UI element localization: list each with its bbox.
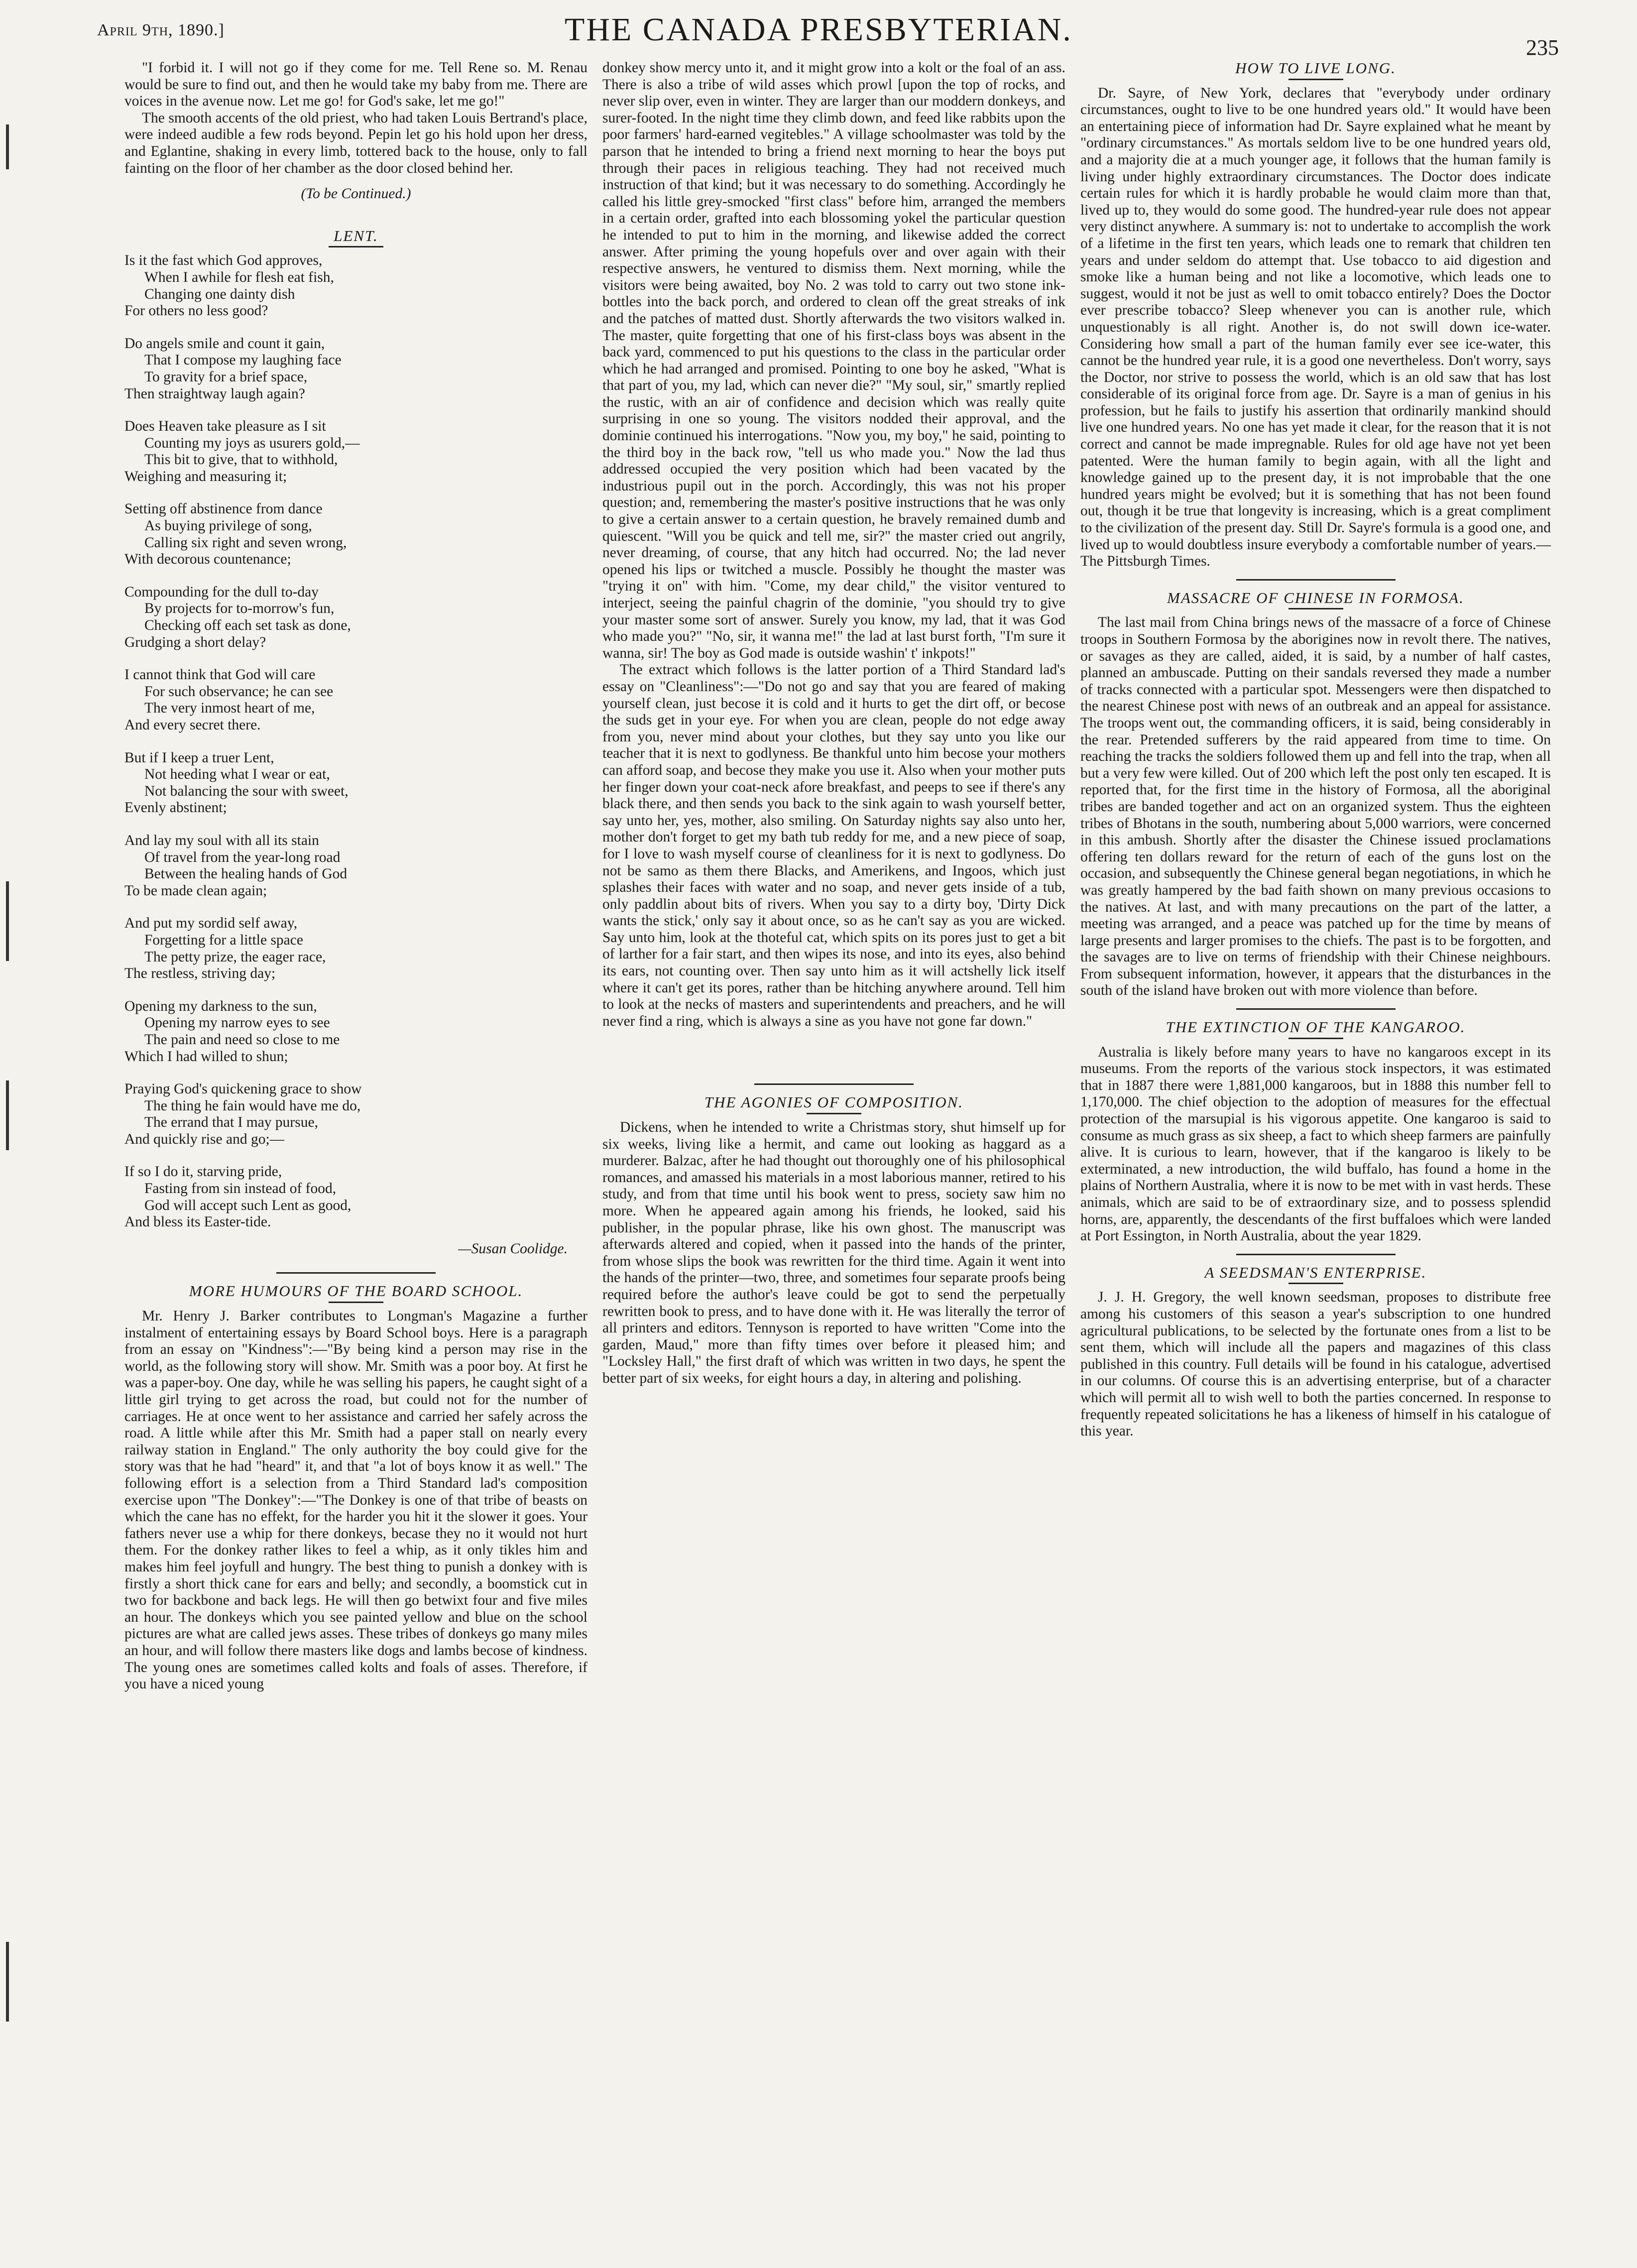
- poem-title-lent: LENT.: [334, 227, 378, 244]
- poem-line: Evenly abstinent;: [124, 800, 227, 816]
- poem-line: Setting off abstinence from dance: [124, 501, 323, 517]
- poem-line: Fasting from sin instead of food,: [144, 1181, 337, 1197]
- poem-line: If so I do it, starving pride,: [124, 1164, 282, 1180]
- binding-mark: [6, 1942, 9, 2022]
- poem-lent: [124, 252, 587, 1231]
- column-1: [124, 60, 587, 1693]
- poem-author: —Susan Coolidge.: [458, 1240, 568, 1257]
- poem-line: Checking off each set task as done,: [144, 617, 351, 634]
- poem-line: Not balancing the sour with sweet,: [144, 783, 349, 799]
- article-paragraph: J. J. H. Gregory, the well known seedsman, proposes to distribute free among his customers of this season a year's subscription to one hundred agricultural publications, to be selected by the fortunate ones from a list to be sent them, which will include all the papers and magazines of this class published in this country. Full details will be found in his catalogue, advertised in our columns. Of course this is an advertising enterprise, but of a character which will permit all to wish well to both the parties concerned. In response to frequently repeated solicitations he has a likeness of himself in his catalogue of this year.: [1080, 1289, 1551, 1439]
- poem-stanza: [124, 750, 587, 817]
- poem-stanza: [124, 833, 587, 899]
- title-rule: [1288, 608, 1343, 609]
- poem-line: But if I keep a truer Lent,: [124, 749, 274, 766]
- article-title-live-long: HOW TO LIVE LONG.: [1235, 59, 1396, 77]
- article-paragraph: Mr. Henry J. Barker contributes to Longman's Magazine a further instalment of entertaining essays by Board School boys. Here is a paragraph from an essay on "Kindness":—"By being kind a person may rise in the world, as the following story will show. Mr. Smith was a poor boy. At first he was a paper-boy. One day, while he was selling his papers, he caught sight of a little girl trying to get across the road, but could not for the number of carriages. He at once went to her assistance and carried her safely across the road. A little while after this Mr. Smith had a paper stall on nearly every railway station in England." The only authority the boy could give for the story was that he had "heard" it, and that "a lot of boys know it as well." The following effort is a selection from a Third Standard lad's composition exercise upon "The Donkey":—"The Donkey is one of that tribe of beasts on which the cane has no effekt, for the harder you hit it the slower it goes. Your fathers never use a whip for there donkeys, becase they no it would not hurt them. For the donkey rather likes to feel a whip, as it only tikles him and makes him feel joyfull and hungry. The best thing to punish a donkey with is firstly a short thick cane for ears and belly; and secondly, a boomstick cut in two for backbone and back legs. He will then go betwixt four and five miles an hour. The donkeys which you see painted yellow and blue on the school pictures are what are called jews asses. These tribes of donkeys go many miles an hour, and will follow there masters like dogs and lambs becose of kindness. The young ones are sometimes called kolts and foals of asses. Therefore, if you have a niced young: [124, 1308, 587, 1692]
- poem-line: And quickly rise and go;—: [124, 1131, 285, 1147]
- poem-line: The restless, striving day;: [124, 965, 276, 982]
- poem-stanza: [124, 998, 587, 1065]
- poem-stanza: [124, 1164, 587, 1230]
- poem-line: Opening my darkness to the sun,: [124, 998, 317, 1014]
- poem-line: And put my sordid self away,: [124, 915, 298, 932]
- poem-line: Then straightway laugh again?: [124, 385, 305, 402]
- poem-line: Counting my joys as usurers gold,—: [144, 435, 360, 451]
- poem-line: I cannot think that God will care: [124, 667, 316, 683]
- poem-line: This bit to give, that to withhold,: [144, 452, 338, 468]
- title-rule: [329, 246, 383, 247]
- poem-line: Calling six right and seven wrong,: [144, 534, 347, 551]
- article-paragraph: Dickens, when he intended to write a Christmas story, shut himself up for six weeks, living like a hermit, and came out looking as haggard as a murderer. Balzac, after he had thought out thoroughly one of his philosophical romances, and amassed his materials in a most laborious manner, retired to his study, and from that time until his book went to press, society saw him no more. When he appeared again among his friends, he looked, said his publisher, in the popular phrase, like his own ghost. The manuscript was afterwards altered and copied, when it passed into the hands of the printer, from whose slips the book was rewritten for the third time. Again it went into the hands of the printer—two, three, and sometimes four separate proofs being required before the author's leave could be got to send the perpetually rewritten book to press, and to have done with it. He was literally the terror of all printers and editors. Tennyson is reported to have written "Come into the garden, Maud," more than fifty times over before it pleased him; and "Locksley Hall," the first draft of which was written in two days, he spent the better part of six weeks, for eight hours a day, in altering and polishing.: [602, 1119, 1065, 1386]
- poem-line: The very inmost heart of me,: [144, 700, 315, 716]
- poem-stanza: [124, 584, 587, 651]
- issue-date: April 9th, 1890.]: [97, 21, 225, 39]
- poem-line: The pain and need so close to me: [144, 1031, 340, 1048]
- poem-line: The petty prize, the eager race,: [144, 949, 326, 965]
- binding-mark: [6, 124, 9, 169]
- poem-line: Grudging a short delay?: [124, 634, 266, 650]
- poem-line: By projects for to-morrow's fun,: [144, 600, 335, 617]
- serial-paragraph: "I forbid it. I will not go if they come for me. Tell Rene so. M. Renau would be sure to find out, and then he would take my baby from me. There are voices in the avenue now. Let me go! for God's sake, let me go!": [124, 60, 587, 110]
- poem-line: Praying God's quickening grace to show: [124, 1081, 362, 1097]
- poem-line: Forgetting for a little space: [144, 932, 303, 948]
- poem-line: Does Heaven take pleasure as I sit: [124, 418, 326, 435]
- article-title-seedsman: A SEEDSMAN'S ENTERPRISE.: [1204, 1263, 1427, 1281]
- article-paragraph: Dr. Sayre, of New York, declares that "everybody under ordinary circumstances, ought to live to be one hundred years old." It would have been an entertaining piece of information had Dr. Sayre explained what he meant by "ordinary circumstances." As mortals seldom live to be one hundred years old, and a majority die at a much younger age, it follows that the human family is living under highly extraordinary circumstances. The Doctor does indicate certain rules for which it is hardly probable he would claim more than that, lived up to, they would do some good. The hundred-year rule does not appear very distinct anywhere. A summary is: not to undertake to accomplish the work of a lifetime in the first ten years, which leads one to remark that children ten years and under seldom do attempt that. Use tobacco to aid digestion and smoke like a human being and not like a locomotive, which leads one to suggest, would it not be just as well to omit tobacco entirely? Does the Doctor ever prescribe tobacco? Sleep whenever you can is another rule, which unquestionably is all right. Another is, do not swill down ice-water. Considering how small a part of the human family ever see ice-water, this cannot be the hundred year rule, it is a good one nevertheless. Don't worry, says the Doctor, nor strive to possess the world, which is an old saw that has lost considerable of its original force from age. Dr. Sayre is a man of genius in his profession, but he fails to justify his assertion that ordinarily mankind should live one hundred years. No one has yet made it clear, for the reason that it is not correct and cannot be made impregnable. Rules for old age have not yet been patented. Were the human family to begin again, with all the light and knowledge gained up to the present day, it is not improbable that the one hundred years might be evolved; but it is something that has not been found out, though it be true that longevity is increasing, which is a great compliment to the civilization of the present day. Still Dr. Sayre's formula is a good one, and lived up to would doubtless insure everybody a comfortable number of years.—The Pittsburgh Times.: [1080, 85, 1551, 570]
- poem-line: When I awhile for flesh eat fish,: [144, 269, 334, 285]
- poem-line: Not heeding what I wear or eat,: [144, 766, 330, 783]
- poem-line: Which I had willed to shun;: [124, 1048, 288, 1065]
- newspaper-title: THE CANADA PRESBYTERIAN.: [565, 11, 1072, 48]
- poem-line: To gravity for a brief space,: [144, 368, 308, 385]
- article-paragraph: donkey show mercy unto it, and it might grow into a kolt or the foal of an ass. There is also a tribe of wild asses which prowl [upon the top of rocks, and never slip over, even in winter. They are larger than our moddern donkeys, and surer-footed. In the night time they climb down, and feed like rabbits upon the poor farmers' hard-earned vegitebles." A village schoolmaster was told by the parson that he intended to bring a friend next morning to hear the boys put through their paces in religious teaching. They had not received much instruction of that kind; but it was necessary to do something. Accordingly he called his little grey-smocked "first class" before him, arranged the members in a certain order, grafted into each blossoming yokel the particular question he intended to put to him in the morning, and likewise added the correct answer. After priming the young hopefuls over and over again with their respective answers, he ventured to dismiss them. Next morning, while the visitors were being awaited, boy No. 2 was told to carry out two stone ink-bottles into the back porch, and ordered to clean off the great streaks of ink and the patches of matted dust. Shortly afterwards the two visitors walked in. The master, quite forgetting that one of his first-class boys was absent in the back yard, commenced to put his questions to the class in the particular order which he had arranged and promised. Pointing to one boy he asked, "What is that part of you, my lad, which can never die?" "My soul, sir," smartly replied the rustic, with an air of confidence and decision which was really quite surprising in one so young. The visitors nodded their approval, and the dominie continued his interrogations. "Now you, my boy," he said, pointing to the third boy in the back row, "tell us who made you." Now the lad thus addressed occupied the very position which had been vacated by the industrious pupil out in the porch. Accordingly, this was not his proper question; and, remembering the master's positive instructions that he was only to give a certain answer to a certain question, he bravely remained dumb and quiescent. "Will you be quick and tell me, sir?" the master cried out angrily, never dreaming, of course, that any hitch had occurred. No; the lad never opened his lips or twitched a muscle. Possibly he thought the master was "trying it on" with him. "Come, my dear child," the visitor ventured to interject, seeing the painful chagrin of the dominie, "you should try to give your master some sort of answer. Surely you know, my lad, that it was God who made you?" "No, sir, it wanna me!" the lad at last burst forth, "I'm sure it wanna, sir! The boy as God made is outside washin' t' inkpots!": [602, 60, 1065, 661]
- to-be-continued-note: (To be Continued.): [301, 186, 411, 202]
- poem-line: Between the healing hands of God: [144, 866, 348, 882]
- serial-paragraph: The smooth accents of the old priest, who had taken Louis Bertrand's place, were indeed audible a few rods beyond. Pepin let go his hold upon her dress, and Eglantine, shaking in every limb, tottered back to the house, only to fall fainting on the floor of her chamber as the door closed behind her.: [124, 110, 587, 176]
- poem-line: Changing one dainty dish: [144, 286, 295, 302]
- article-title-agonies: THE AGONIES OF COMPOSITION.: [704, 1093, 964, 1111]
- poem-line: Opening my narrow eyes to see: [144, 1015, 330, 1031]
- article-paragraph: The extract which follows is the latter portion of a Third Standard lad's essay on "Cleanliness":—"Do not go and say that you are feared of making yourself clean, just becose it is cold and it hurts to get the dirt off, or becose the suds get in your eye. For when you are clean, people do not edge away from you, never mind about your clothes, but they say unto you like our teacher that it is next to godlyness. Be thankful unto him becose your mothers can afford soap, and becose they make you use it. Also when your mother puts her finger down your coat-neck afore breakfast, and peeps to see if there's any black there, and then sends you back to the sink again to wash yourself better, say unto her, yes, mother, also smiling. On Saturday nights say also unto her, mother don't forget to get my bath tub reddy for me, and a new piece of soap, for I love to wash myself course of cleanliness for it is next to godlyness. Do not be samo as them there Blacks, and Amerikens, and Ingoos, which just splashes their faces with water and no soap, and never gets inside of a tub, only paddlin about bits of rivers. When you say to a dirty boy, 'Dirty Dick wants the stick,' only say it about once, so as he can't say as you are wicked. Say unto him, look at the thoteful cat, which spits on its pores just to get a bit of larther for a fair start, and then wipes its nose, and into its eyes, also behind its ears, not counting over. Then say unto him as it will actshelly lick itself where it can't get its pores, rather than be hitching anywhere around. Tell him to look at the necks of masters and superintendents and preachers, and he will never find a ring, which is always a sine as you have not gone far down.": [602, 662, 1065, 1029]
- poem-stanza: [124, 667, 587, 733]
- poem-line: Is it the fast which God approves,: [124, 252, 323, 269]
- article-title-massacre: MASSACRE OF CHINESE IN FORMOSA.: [1167, 589, 1464, 606]
- poem-line: And lay my soul with all its stain: [124, 832, 319, 848]
- poem-line: As buying privilege of song,: [144, 518, 312, 534]
- poem-line: The thing he fain would have me do,: [144, 1097, 361, 1114]
- section-divider: [754, 1083, 914, 1085]
- poem-line: Compounding for the dull to-day: [124, 584, 319, 600]
- masthead: [0, 0, 1637, 65]
- binding-mark: [6, 1080, 9, 1150]
- poem-line: The errand that I may pursue,: [144, 1114, 318, 1131]
- title-rule: [1288, 79, 1343, 80]
- column-3: [1080, 60, 1551, 1440]
- margin-binding-marks: [0, 0, 30, 2268]
- poem-line: And every secret there.: [124, 717, 261, 733]
- title-rule: [329, 1302, 383, 1303]
- poem-line: To be made clean again;: [124, 882, 267, 899]
- section-divider: [1236, 579, 1396, 581]
- poem-stanza: [124, 252, 587, 319]
- serial-story-excerpt: [124, 60, 587, 177]
- article-title-kangaroo: THE EXTINCTION OF THE KANGAROO.: [1166, 1018, 1466, 1036]
- column-2: [602, 60, 1065, 1387]
- title-rule: [1288, 1038, 1343, 1039]
- title-rule: [807, 1113, 861, 1114]
- binding-mark: [6, 881, 9, 961]
- poem-line: Of travel from the year-long road: [144, 849, 341, 865]
- title-rule: [1288, 1283, 1343, 1284]
- poem-line: For others no less good?: [124, 303, 268, 319]
- poem-line: For such observance; he can see: [144, 683, 334, 700]
- poem-stanza: [124, 915, 587, 982]
- poem-line: And bless its Easter-tide.: [124, 1214, 271, 1230]
- poem-line: With decorous countenance;: [124, 551, 291, 568]
- article-paragraph: Australia is likely before many years to have no kangaroos except in its museums. From the reports of the various stock inspectors, it was estimated that in 1887 there were 1,881,000 kangaroos, but in 1888 this number fell to 1,170,000. The chief objection to the adoption of measures for the effectual protection of the marsupial is his vigorous appetite. One kangaroo is said to consume as much grass as six sheep, a fact to which sheep farmers are painfully alive. It is curious to learn, however, that if the kangaroo is likely to be exterminated, a new introduction, the wild buffalo, has found a home in the plains of Northern Australia, where it is now to be met with in vast herds. These animals, which are said to be of extraordinary size, and to possess splendid horns, are, apparently, the descendants of the first buffaloes which were landed at Port Essington, in North Australia, about the year 1829.: [1080, 1044, 1551, 1244]
- poem-stanza: [124, 501, 587, 568]
- poem-stanza: [124, 1081, 587, 1148]
- poem-stanza: [124, 336, 587, 402]
- poem-line: That I compose my laughing face: [144, 352, 342, 368]
- section-divider: [1236, 1254, 1396, 1255]
- page-number: 235: [1526, 35, 1559, 60]
- poem-line: God will accept such Lent as good,: [144, 1197, 351, 1213]
- section-divider: [1236, 1008, 1396, 1010]
- poem-stanza: [124, 418, 587, 485]
- poem-line: Do angels smile and count it gain,: [124, 335, 325, 352]
- section-divider: [276, 1272, 436, 1274]
- article-title-board-school: MORE HUMOURS OF THE BOARD SCHOOL.: [189, 1282, 523, 1300]
- article-paragraph: The last mail from China brings news of the massacre of a force of Chinese troops in Southern Formosa by the aborigines now in revolt there. The natives, or savages as they are called, aided, it is said, by a number of half castes, planned an ambuscade. Putting on their sandals reversed they made a number of tracks connected with a particular spot. Messengers were then dispatched to the nearest Chinese post with news of an outbreak and an appeal for assistance. The troops went out, the commanding officers, it is said, being considerably in the rear. Pretended sufferers by the raid appeared from time to time. On reaching the tracks the soldiers followed them up and fell into the trap, when all but a very few were killed. Out of 200 which left the post only ten escaped. It is reported that, for the first time in the history of Formosa, all the aboriginal tribes are banded together and act on an organized system. Thus the eighteen tribes of Bhotans in the south, numbering about 5,000 warriors, were concerned in this ambush. Shortly after the disaster the Chinese issued proclamations offering ten dollars reward for the return of each of the guns lost on the occasion, and subsequently the Chinese general began negotiations, in which he was greatly hampered by the bad faith shown on many previous occasions to the natives. At last, and with many precautions on the part of the latter, a meeting was arranged, and a peace was patched up for the time by means of large presents and larger promises to the chiefs. The past is to be forgotten, and the savages are to live on terms of friendship with their Chinese neighbours. From subsequent information, however, it appears that the disturbances in the south of the island have broken out with more violence than before.: [1080, 614, 1551, 999]
- poem-line: Weighing and measuring it;: [124, 468, 287, 484]
